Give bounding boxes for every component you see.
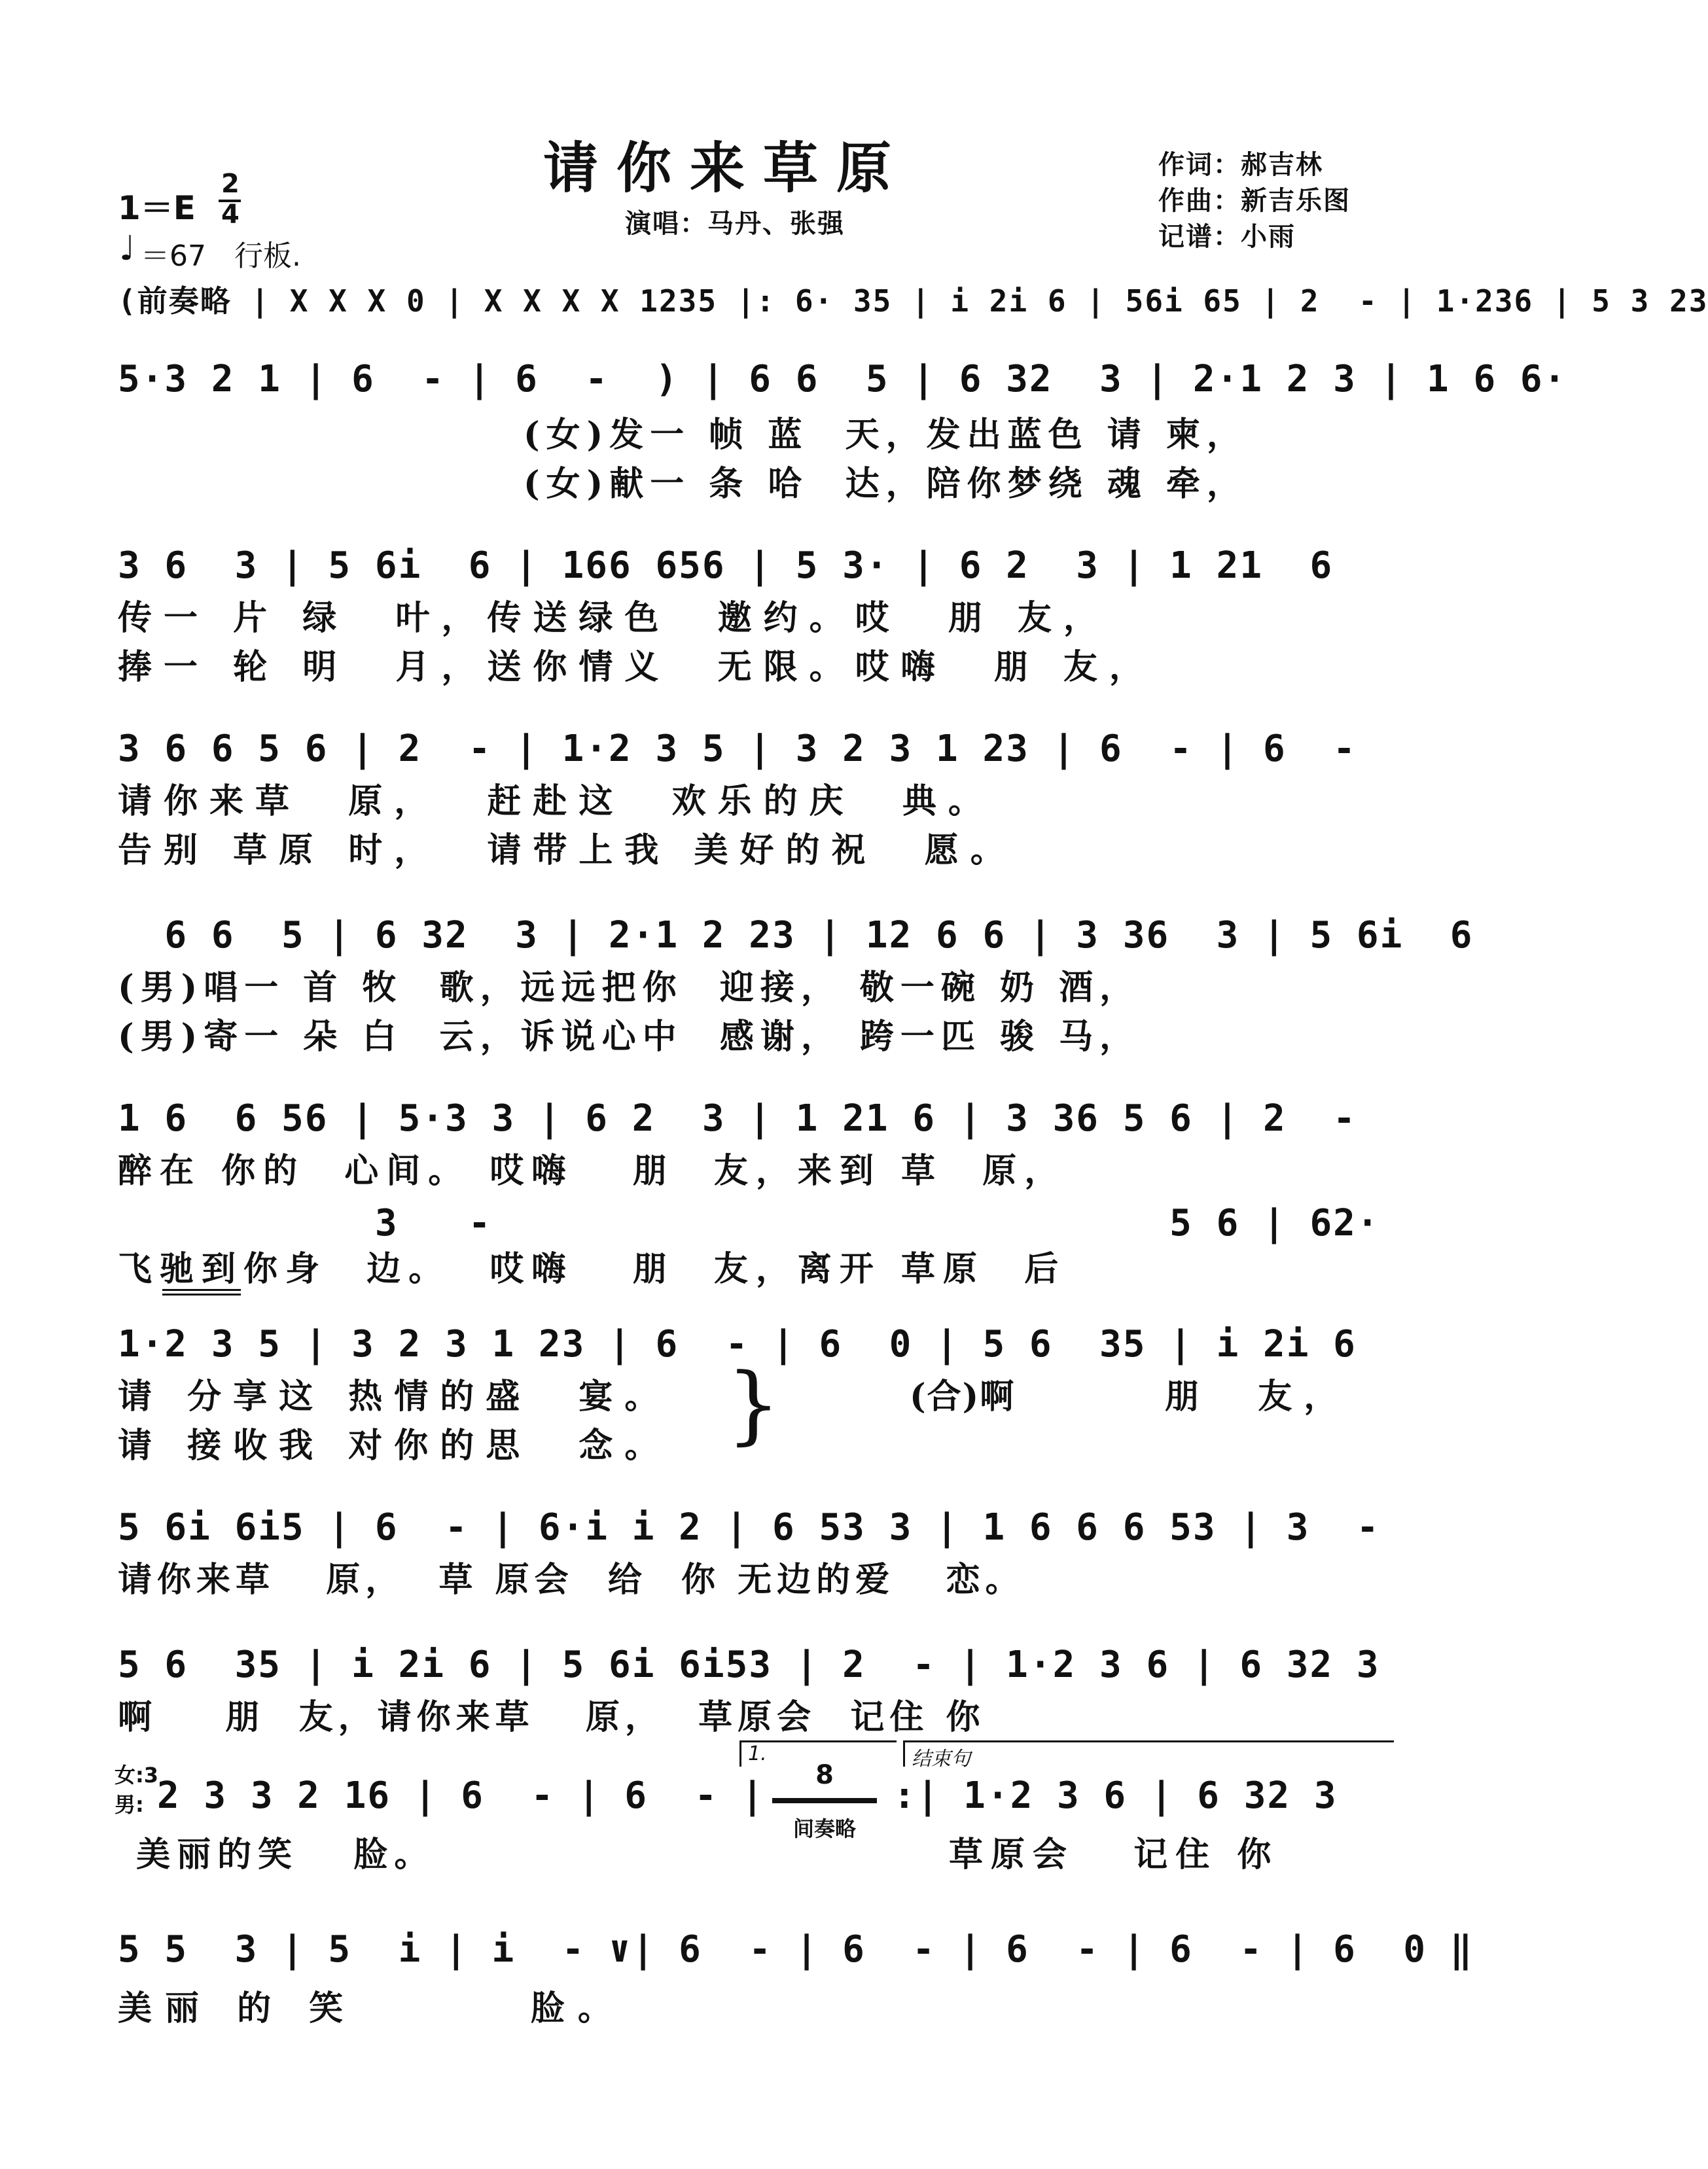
lyric-verse-1: 请你来草 原， 赶赴这 欢乐的庆 典。 xyxy=(118,781,994,821)
notation-line: (前奏略 | X X X 0 | X X X X 1235 |: 6· 35 | i 2i 6 | 56i 65 | 2 - | 1·236 | 5 3 23 xyxy=(118,283,1708,319)
lyric-verse-1: 传一 片 绿 叶，传送绿色 邀约。哎 朋 友， xyxy=(118,598,1109,638)
notation-line: 5 6 35 | i 2i 6 | 5 6i 6i53 | 2 - | 1·2 3 6 | 6 32 3 xyxy=(118,1644,1404,1686)
notation-line: 1·2 3 5 | 3 2 3 1 23 | 6 - | 6 0 | 5 6 35 | i 2i 6 xyxy=(118,1323,1380,1366)
staff-row-2 xyxy=(118,350,1591,507)
time-signature-top: 2 xyxy=(221,169,240,199)
female-part-label: 女:3 xyxy=(115,1763,159,1788)
volta-first-ending: 1. xyxy=(739,1740,897,1767)
ending-lyric: 草原会 记住 你 xyxy=(949,1835,1279,1875)
time-signature-bottom: 4 xyxy=(221,200,240,230)
lyric-line: 美丽的笑 脸。 xyxy=(118,1835,435,1875)
staff-row-9 xyxy=(118,1636,1404,1740)
staff-row-8 xyxy=(118,1498,1404,1603)
notation-line: 5 5 3 | 5 i | i - ∨| 6 - | 6 - | 6 - | 6 - | 6 0 ‖ xyxy=(118,1928,1474,1971)
notation-line: 1 6 6 56 | 5·3 3 | 6 2 3 | 1 21 6 | 3 36 5 6 | 2 - xyxy=(118,1097,1380,1140)
lyric-verse-2: (女)献一 条 哈 达，陪你梦绕 魂 牵， xyxy=(524,464,1247,504)
underline-mark xyxy=(162,1289,241,1296)
brace-icon: } xyxy=(726,1354,781,1454)
male-part-label: 男: xyxy=(115,1792,144,1817)
lyric-verse-2: 飞驰到你身 边。 哎嗨 朋 友，离开 草原 后 xyxy=(118,1249,1067,1289)
notation-line: 6 6 5 | 6 32 3 | 2·1 2 23 | 12 6 6 | 3 36 3 | 5 6i 6 xyxy=(118,914,1497,957)
lyric-line: 美丽 的 笑 脸。 xyxy=(118,1988,625,2028)
multi-rest-bar xyxy=(772,1798,877,1803)
song-title: 请你来草原 xyxy=(543,136,910,200)
lyric-verse-2: (男)寄一 朵 白 云，诉说心中 感谢， 跨一匹 骏 马， xyxy=(118,1017,1141,1057)
lyric-verse-2: 告别 草原 时， 请带上我 美好的祝 愿。 xyxy=(118,830,1016,870)
lyric-line: 请你来草 原， 草 原会 给 你 无边的爱 恋。 xyxy=(118,1560,1025,1600)
notation-line: 2 3 3 2 16 | 6 - | 6 - | xyxy=(157,1774,765,1817)
ending-bracket: 结束句 xyxy=(903,1740,1394,1767)
performers: 演唱：马丹、张强 xyxy=(625,209,845,239)
staff-row-6 xyxy=(118,1089,1404,1299)
tempo-value: ＝67 xyxy=(141,239,206,273)
staff-row-10 xyxy=(115,1742,1394,1897)
notation-line: 3 6 6 5 6 | 2 - | 1·2 3 5 | 3 2 3 1 23 | 6 - | 6 - xyxy=(118,728,1380,770)
tempo-note-icon: ♩ xyxy=(119,229,135,268)
notation-line: 5 6i 6i5 | 6 - | 6·i i 2 | 6 53 3 | 1 6 6 6 53 | 3 - xyxy=(118,1506,1404,1549)
ending-notation: :| 1·2 3 6 | 6 32 3 xyxy=(893,1774,1361,1817)
lyric-verse-1: (女)发一 帧 蓝 天，发出蓝色 请 柬， xyxy=(524,415,1247,455)
staff-row-11 xyxy=(118,1920,1474,2051)
lyricist: 作词：郝吉林 xyxy=(1158,150,1323,180)
staff-row-3 xyxy=(118,537,1394,694)
lyric-verse-2: 请 接收我 对你的思 念。 xyxy=(118,1426,671,1466)
interlude-count: 8 xyxy=(815,1760,834,1790)
lyric-chorus-rest: 朋 友， xyxy=(1165,1377,1350,1417)
lyric-verse-1: 请 分享这 热情的盛 宴。 xyxy=(118,1377,671,1417)
lyric-verse-1: 醉在 你的 心间。 哎嗨 朋 友，来到 草 原， xyxy=(118,1151,1067,1191)
staff-row-4 xyxy=(118,720,1394,877)
notation-line: 5·3 2 1 | 6 - | 6 - ) | 6 6 5 | 6 32 3 | 2·1 2 3 | 1 6 6· xyxy=(118,358,1591,400)
lyric-verse-2: 捧一 轮 明 月，送你情义 无限。哎嗨 朋 友， xyxy=(118,647,1155,687)
transcriber: 记谱：小雨 xyxy=(1158,222,1296,252)
lyric-line: 啊 朋 友，请你来草 原， 草原会 记住 你 xyxy=(118,1697,986,1737)
key-signature: 1＝E xyxy=(118,189,196,227)
notation-line-alt: 3 - 5 6 | 62· xyxy=(118,1202,1404,1244)
staff-row-7 xyxy=(118,1315,1394,1472)
tempo-mark: 行板. xyxy=(234,239,301,273)
composer: 作曲：新吉乐图 xyxy=(1158,186,1351,216)
interlude-label: 间奏略 xyxy=(792,1816,856,1841)
staff-row-1 xyxy=(118,272,1708,337)
lyric-verse-1: (男)唱一 首 牧 歌，远远把你 迎接， 敬一碗 奶 酒， xyxy=(118,968,1141,1008)
staff-row-5 xyxy=(118,906,1497,1063)
notation-line: 3 6 3 | 5 6i 6 | 166 656 | 5 3· | 6 2 3 | 1 21 6 xyxy=(118,544,1357,587)
lyric-chorus: (合)啊 xyxy=(910,1377,1016,1417)
